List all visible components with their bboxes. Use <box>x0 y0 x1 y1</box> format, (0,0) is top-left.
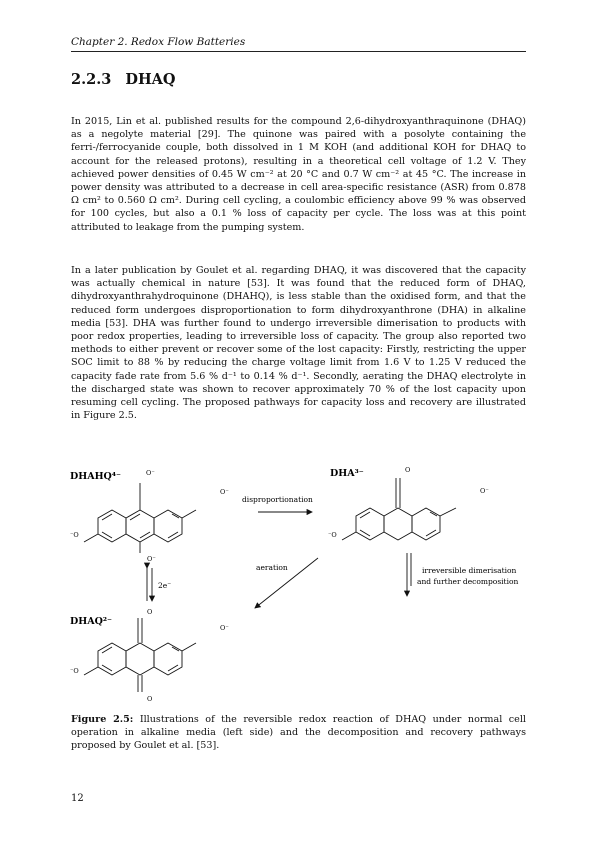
oxygen-label: O <box>147 608 153 616</box>
oxide-label: O⁻ <box>146 469 155 477</box>
section-heading <box>71 71 176 88</box>
aeration-label: aeration <box>256 563 288 572</box>
page-number: 12 <box>71 793 84 804</box>
section-number: 2.2.3 <box>71 71 112 88</box>
dimerisation-label: irreversible dimerisation <box>422 566 517 575</box>
paragraph-1: In 2015, Lin et al. published results for the compound 2,6-dihydroxyanthraquinone (DHAQ) as a negolyte material [29]. The quinone was paired with a posolyte containing the ferri-/ferrocyanide couple, both dissolved in 1 M KOH (and additional KOH for DHAQ to account for the released protons), resulting in a theoretical cell voltage of 1.2 V. They achieved power densities of 0.45 W cm⁻² at 20 °C and 0.7 W cm⁻² at 45 °C. The increase in power density was attributed to a decrease in cell area-specific resistance (ASR) from 0.878 Ω cm² to 0.560 Ω cm². During cell cycling, a coulombic efficiency above 99 % was observed for 100 cycles, but also a 0.1 % loss of capacity per cycle. The loss was at this point attributed to leakage from the pumping system. <box>71 116 526 233</box>
oxide-label: O⁻ <box>220 488 229 496</box>
dhaq-label: DHAQ²⁻ <box>70 616 113 627</box>
running-header: Chapter 2. Redox Flow Batteries <box>71 36 526 52</box>
figure-caption <box>71 713 526 753</box>
oxide-label: ⁻O <box>70 531 79 539</box>
oxide-label: ⁻O <box>328 531 337 539</box>
oxygen-label: O <box>147 695 153 703</box>
dha-structure <box>342 478 456 540</box>
oxide-label: O⁻ <box>147 555 156 563</box>
reaction-scheme-figure <box>60 458 540 708</box>
caption-text: Illustrations of the reversible redox reaction of DHAQ under normal cell operation in alkaline media (left side) and the decomposition and recovery pathways proposed by Goulet et al. [53]. <box>71 714 526 752</box>
dhahq-structure <box>84 483 196 553</box>
paragraph-2: In a later publication by Goulet et al. regarding DHAQ, it was discovered that the capacity was actually chemical in nature [53]. It was found that the reduced form of DHAQ, dihydroxyanthrahydroquinone (DHAHQ), is less stable than the oxidised form, and that the reduced form undergoes disproportionation to form dihydroxyanthrone (DHA) in alkaline media [53]. DHA was further found to undergo irreversible dimerisation to products with poor redox properties, leading to irreversible loss of capacity. The group also reported two methods to either prevent or recover some of the lost capacity: Firstly, restricting the upper SOC limit to 88 % by reducing the charge voltage limit from 1.6 V to 1.25 V reduced the capacity fade rate from 5.6 % d⁻¹ to 0.14 % d⁻¹. Secondly, aerating the DHAQ electrolyte in the discharged state was shown to recover approximately 70 % of the lost capacity upon resuming cell cycling. The proposed pathways for capacity loss and recovery are illustrated in Figure 2.5. <box>71 265 526 422</box>
two-electron-label: 2e⁻ <box>158 581 172 590</box>
dhaq-structure <box>84 618 196 692</box>
dhahq-label: DHAHQ⁴⁻ <box>70 471 122 482</box>
dha-label: DHA³⁻ <box>330 468 364 479</box>
oxide-label: ⁻O <box>70 667 79 675</box>
oxide-label: O⁻ <box>480 487 489 495</box>
disproportionation-label: disproportionation <box>242 495 313 504</box>
section-title: DHAQ <box>125 71 176 88</box>
caption-label: Figure 2.5: <box>71 714 134 725</box>
oxygen-label: O <box>405 466 411 474</box>
oxide-label: O⁻ <box>220 624 229 632</box>
decomposition-label: and further decomposition <box>417 577 519 586</box>
